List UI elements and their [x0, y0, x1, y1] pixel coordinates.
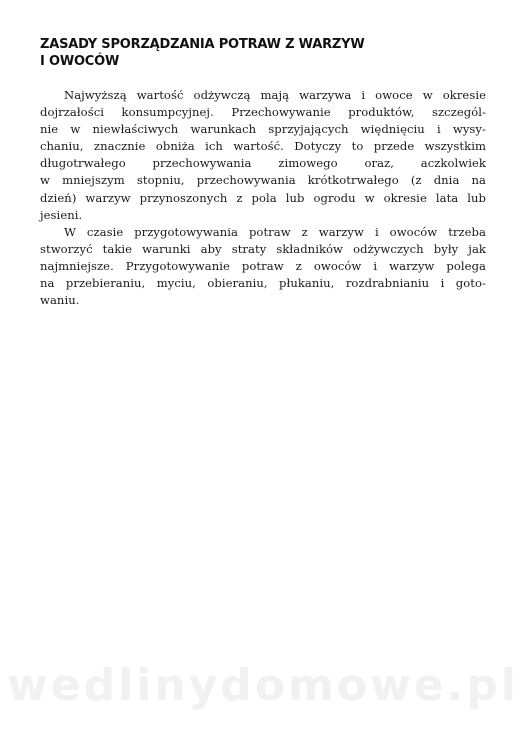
watermark: wedlinydomowe.pl [7, 660, 519, 711]
paragraph-2-line: stworzyć takie warunki aby straty składników odżywczych były jak [40, 241, 486, 256]
section-heading [40, 36, 480, 70]
paragraph-2-line: na przebieraniu, myciu, obieraniu, płukaniu, rozdrabnianiu i goto- [40, 276, 486, 291]
heading-line-1: ZASADY SPORZĄDZANIA POTRAW Z WARZYW [40, 37, 365, 52]
paragraph-2-line: W czasie przygotowywania potraw z warzyw i owoców trzeba [64, 224, 486, 239]
paragraph-1-line: długotrwałego przechowywania zimowego oraz, aczkolwiek [40, 156, 486, 171]
paragraph-1-line: dojrzałości konsumpcyjnej. Przechowywanie produktów, szczegól- [40, 105, 486, 120]
paragraph-2-line: najmniejsze. Przygotowywanie potraw z owoców i warzyw polega [40, 258, 486, 273]
paragraph-1-line: chaniu, znacznie obniża ich wartość. Dotyczy to przede wszystkim [40, 139, 486, 154]
body-text [40, 87, 486, 309]
paragraph-2-line: waniu. [40, 293, 80, 308]
paragraph-1-line: Najwyższą wartość odżywczą mają warzywa i owoce w okresie [64, 88, 486, 102]
paragraph-1-line: jesieni. [40, 207, 83, 222]
paragraph-1-line: nie w niewłaściwych warunkach sprzyjających więdnięciu i wysy- [40, 122, 486, 137]
paragraph-1-line: dzień) warzyw przynoszonych z pola lub ogrodu w okresie lata lub [40, 190, 486, 205]
paragraph-1-line: w mniejszym stopniu, przechowywania krótkotrwałego (z dnia na [40, 173, 486, 188]
heading-line-2: I OWOCÓW [40, 54, 120, 69]
